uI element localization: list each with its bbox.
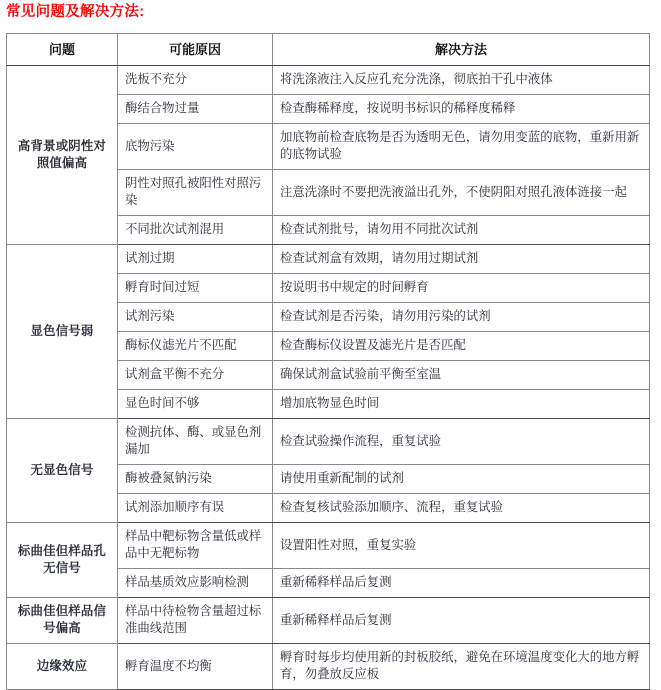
problem-cell: 无显色信号 <box>7 419 118 523</box>
problem-cell: 高背景或阴性对照值偏高 <box>7 66 118 245</box>
table-header <box>7 34 650 66</box>
table-row <box>7 523 650 569</box>
solution-cell: 设置阳性对照，重复实验 <box>273 523 650 569</box>
solution-cell: 重新稀释样品后复测 <box>273 569 650 598</box>
cause-cell: 阴性对照孔被阳性对照污染 <box>118 170 273 216</box>
solution-cell: 将洗涤液注入反应孔充分洗涤，彻底拍干孔中液体 <box>273 66 650 95</box>
solution-cell: 请使用重新配制的试剂 <box>273 465 650 494</box>
solution-cell: 检查试剂批号，请勿用不同批次试剂 <box>273 216 650 245</box>
cause-cell: 试剂盒平衡不充分 <box>118 361 273 390</box>
table-row <box>7 419 650 465</box>
solution-cell: 重新稀释样品后复测 <box>273 598 650 644</box>
solution-cell: 注意洗涤时不要把洗液溢出孔外，不使阴阳对照孔液体涟接一起 <box>273 170 650 216</box>
table-body <box>7 66 650 690</box>
solution-cell: 加底物前检查底物是否为透明无色，请勿用变蓝的底物，重新用新的底物试验 <box>273 124 650 170</box>
cause-cell: 试剂添加顺序有误 <box>118 494 273 523</box>
table-row <box>7 66 650 95</box>
cause-cell: 试剂污染 <box>118 303 273 332</box>
solution-cell: 检查试剂是否污染，请勿用污染的试剂 <box>273 303 650 332</box>
troubleshooting-table-wrapper <box>6 33 649 690</box>
solution-cell: 检查试验操作流程，重复试验 <box>273 419 650 465</box>
table-row <box>7 598 650 644</box>
problem-cell: 显色信号弱 <box>7 245 118 419</box>
table-header-row <box>7 34 650 66</box>
cause-cell: 不同批次试剂混用 <box>118 216 273 245</box>
cause-cell: 酶标仪滤光片不匹配 <box>118 332 273 361</box>
cause-cell: 样品基质效应影响检测 <box>118 569 273 598</box>
cause-cell: 底物污染 <box>118 124 273 170</box>
solution-cell: 检查复核试验添加顺序、流程，重复试验 <box>273 494 650 523</box>
solution-cell: 孵育时每步均使用新的封板胶纸，避免在环境温度变化大的地方孵育，勿叠放反应板 <box>273 644 650 690</box>
solution-cell: 按说明书中规定的时间孵育 <box>273 274 650 303</box>
column-header-problem: 问题 <box>7 34 118 66</box>
problem-cell: 标曲佳但样品信号偏高 <box>7 598 118 644</box>
cause-cell: 试剂过期 <box>118 245 273 274</box>
solution-cell: 检查试剂盒有效期，请勿用过期试剂 <box>273 245 650 274</box>
troubleshooting-table <box>6 33 650 690</box>
page-title: 常见问题及解决方法: <box>6 4 145 20</box>
cause-cell: 酶结合物过量 <box>118 95 273 124</box>
column-header-cause: 可能原因 <box>118 34 273 66</box>
solution-cell: 增加底物显色时间 <box>273 390 650 419</box>
table-row <box>7 245 650 274</box>
column-header-solution: 解决方法 <box>273 34 650 66</box>
solution-cell: 确保试剂盒试验前平衡至室温 <box>273 361 650 390</box>
problem-cell: 标曲佳但样品孔无信号 <box>7 523 118 598</box>
cause-cell: 样品中待检物含量超过标准曲线范围 <box>118 598 273 644</box>
cause-cell: 孵育时间过短 <box>118 274 273 303</box>
cause-cell: 样品中靶标物含量低或样品中无靶标物 <box>118 523 273 569</box>
cause-cell: 检测抗体、酶、或显色剂漏加 <box>118 419 273 465</box>
cause-cell: 孵育温度不均衡 <box>118 644 273 690</box>
table-row <box>7 644 650 690</box>
solution-cell: 检查酶稀释度，按说明书标识的稀释度稀释 <box>273 95 650 124</box>
cause-cell: 显色时间不够 <box>118 390 273 419</box>
solution-cell: 检查酶标仪设置及滤光片是否匹配 <box>273 332 650 361</box>
problem-cell: 边缘效应 <box>7 644 118 690</box>
cause-cell: 洗板不充分 <box>118 66 273 95</box>
cause-cell: 酶被叠氮钠污染 <box>118 465 273 494</box>
